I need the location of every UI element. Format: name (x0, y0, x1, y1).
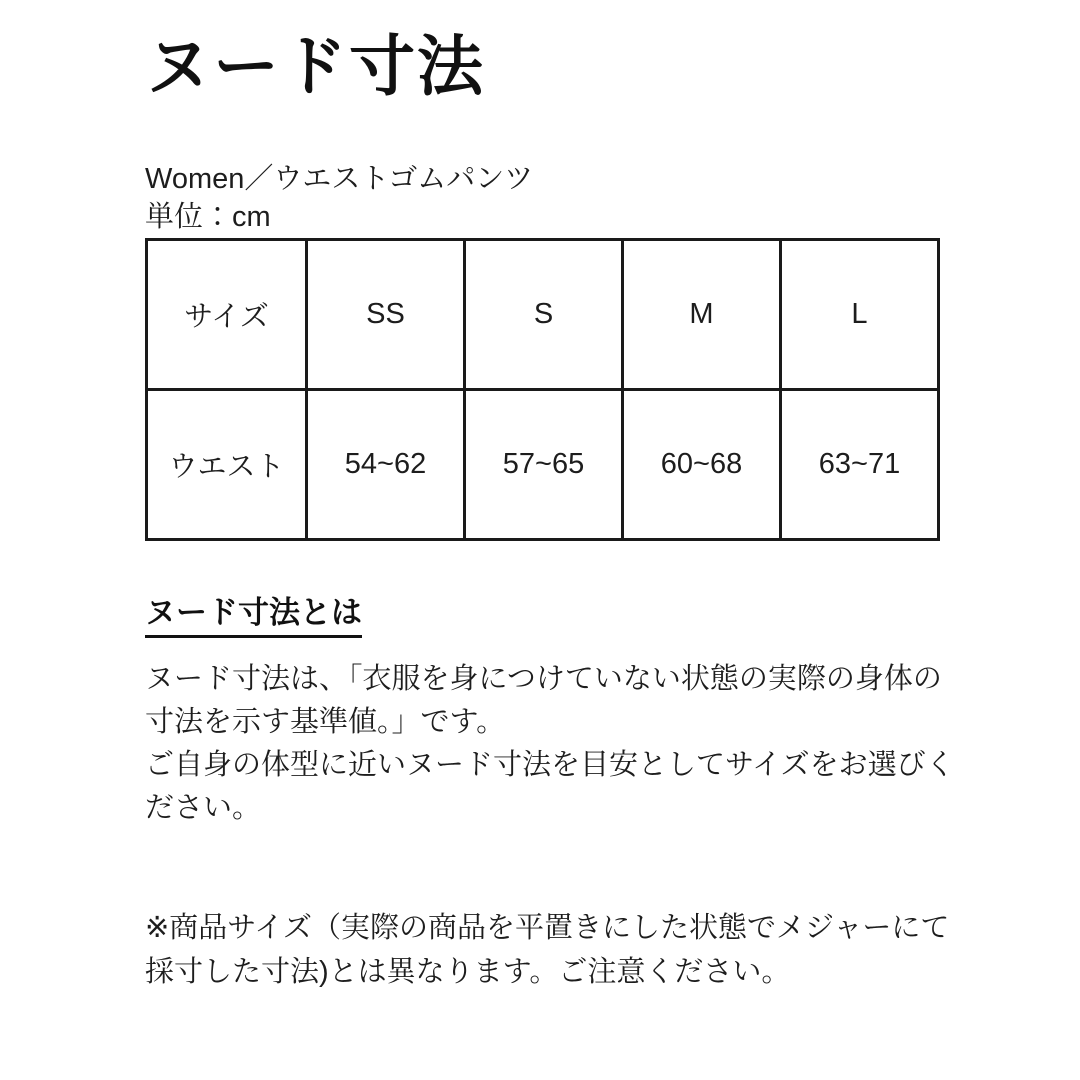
size-table (145, 238, 940, 541)
size-header-cell: サイズ (147, 240, 307, 390)
size-header-cell-m: M (623, 240, 781, 390)
size-header-cell-l: L (781, 240, 939, 390)
subtitle-block (145, 160, 962, 236)
size-header-cell-ss: SS (307, 240, 465, 390)
waist-value-l: 63~71 (781, 390, 939, 540)
waist-row (147, 390, 939, 540)
waist-value-s: 57~65 (465, 390, 623, 540)
description-text (145, 658, 965, 830)
description-paragraph-1: ヌード寸法は、「衣服を身につけていない状態の実際の身体の寸法を示す基準値。」です。 (145, 663, 942, 738)
unit-label: 単位：cm (145, 201, 271, 233)
waist-value-m: 60~68 (623, 390, 781, 540)
waist-value-ss: 54~62 (307, 390, 465, 540)
description-paragraph-2: ご自身の体型に近いヌード寸法を目安としてサイズをお選びください。 (145, 749, 955, 824)
product-category-label: Women／ウエストゴムパンツ (145, 163, 534, 195)
section-heading-text: ヌード寸法とは (145, 587, 362, 638)
caution-note: ※商品サイズ（実際の商品を平置きにした状態でメジャーにて採寸した寸法)とは異なります。ご注意ください。 (145, 912, 950, 988)
section-heading (145, 587, 962, 638)
size-table-header-row (147, 240, 939, 390)
waist-label-cell: ウエスト (147, 390, 307, 540)
size-header-cell-s: S (465, 240, 623, 390)
page-title: ヌード寸法 (145, 29, 485, 103)
